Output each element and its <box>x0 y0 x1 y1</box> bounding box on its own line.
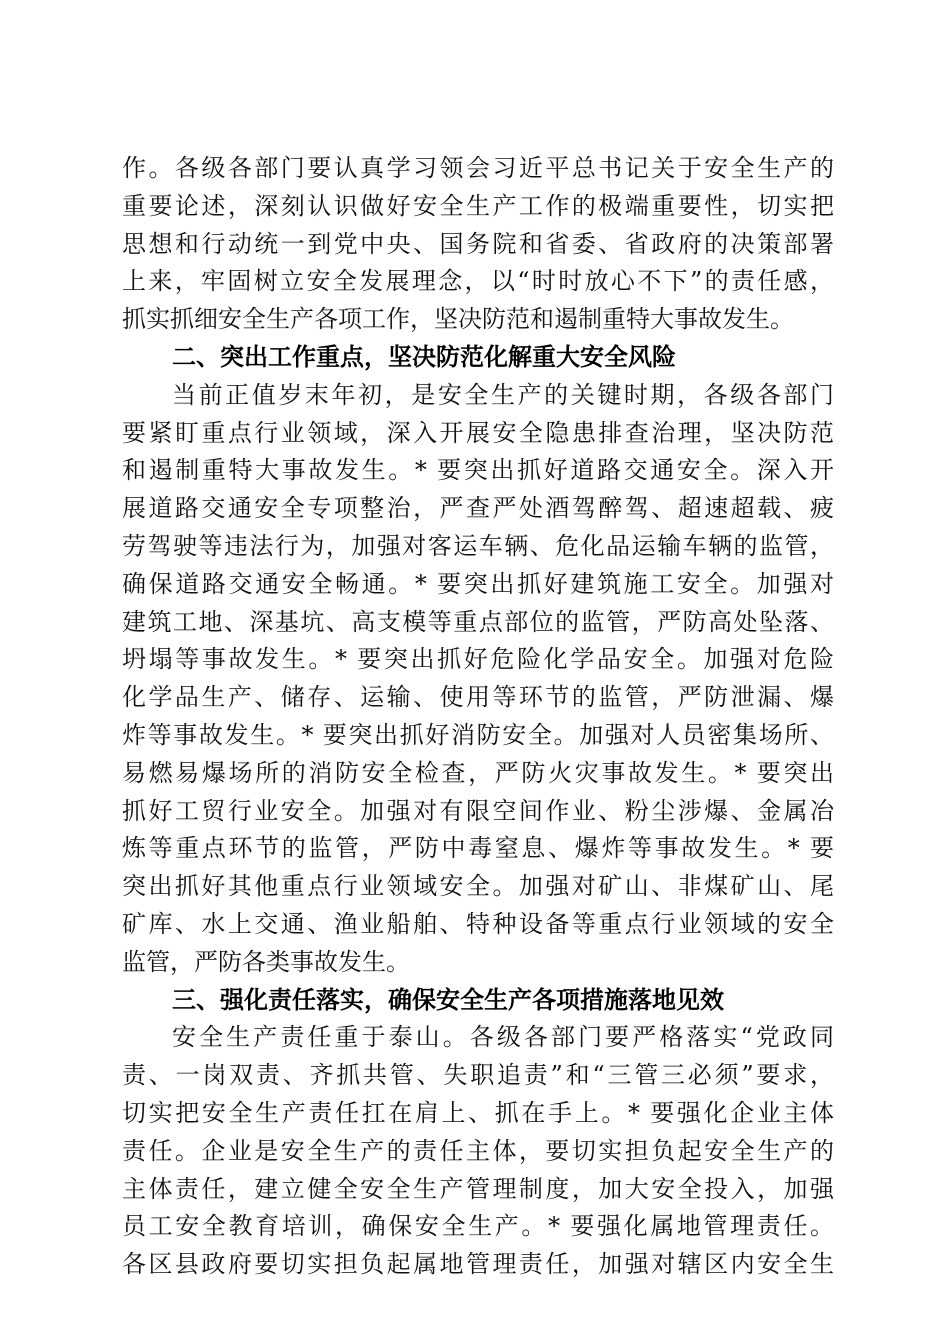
text-line: 作。各级各部门要认真学习领会习近平总书记关于安全生产的 <box>122 154 834 182</box>
text-line: 和遏制重特大事故发生。* 要突出抓好道路交通安全。深入开 <box>122 456 834 485</box>
paragraph-1 <box>122 150 834 339</box>
section-heading-3: 三、强化责任落实，确保安全生产各项措施落地见效 <box>172 985 724 1014</box>
text-line: 切实把安全生产责任扛在肩上、抓在手上。* 要强化企业主体 <box>122 1098 834 1127</box>
text-line: 员工安全教育培训，确保安全生产。* 要强化属地管理责任。 <box>122 1212 834 1241</box>
text-line: 坍塌等事故发生。* 要突出抓好危险化学品安全。加强对危险 <box>122 645 834 674</box>
text-line: 劳驾驶等违法行为，加强对客运车辆、危化品运输车辆的监管， <box>122 531 834 560</box>
text-line: 突出抓好其他重点行业领域安全。加强对矿山、非煤矿山、尾 <box>122 872 834 901</box>
text-line: 监管，严防各类事故发生。 <box>122 947 410 976</box>
document-body <box>122 150 834 1284</box>
text-line: 各区县政府要切实担负起属地管理责任，加强对辖区内安全生 <box>122 1250 834 1279</box>
text-line: 易燃易爆场所的消防安全检查，严防火灾事故发生。* 要突出 <box>122 758 834 787</box>
text-line: 安全生产责任重于泰山。各级各部门要严格落实“党政同 <box>172 1023 834 1052</box>
text-line: 确保道路交通安全畅通。* 要突出抓好建筑施工安全。加强对 <box>122 569 834 598</box>
text-line: 当前正值岁末年初，是安全生产的关键时期，各级各部门 <box>172 380 834 409</box>
text-line: 责任。企业是安全生产的责任主体，要切实担负起安全生产的 <box>122 1136 834 1165</box>
text-line: 炸等事故发生。* 要突出抓好消防安全。加强对人员密集场所、 <box>122 720 834 749</box>
text-line: 思想和行动统一到党中央、国务院和省委、省政府的决策部署 <box>122 229 834 258</box>
text-line: 重要论述，深刻认识做好安全生产工作的极端重要性，切实把 <box>122 191 834 220</box>
text-line: 炼等重点环节的监管，严防中毒窒息、爆炸等事故发生。* 要 <box>122 834 834 863</box>
section-heading-2: 二、突出工作重点，坚决防范化解重大安全风险 <box>172 342 676 371</box>
text-line: 展道路交通安全专项整治，严查严处酒驾醉驾、超速超载、疲 <box>122 494 834 523</box>
text-line: 责、一岗双责、齐抓共管、失职追责”和“三管三必须”要求， <box>122 1061 834 1090</box>
text-line: 要紧盯重点行业领域，深入开展安全隐患排查治理，坚决防范 <box>122 418 834 447</box>
text-line: 建筑工地、深基坑、高支模等重点部位的监管，严防高处坠落、 <box>122 607 834 636</box>
text-line: 上来，牢固树立安全发展理念，以“时时放心不下”的责任感， <box>122 267 834 296</box>
text-line: 化学品生产、储存、运输、使用等环节的监管，严防泄漏、爆 <box>122 683 834 712</box>
text-line: 抓好工贸行业安全。加强对有限空间作业、粉尘涉爆、金属冶 <box>122 796 834 825</box>
text-line: 主体责任，建立健全安全生产管理制度，加大安全投入，加强 <box>122 1174 834 1203</box>
text-line: 矿库、水上交通、渔业船舶、特种设备等重点行业领域的安全 <box>122 909 834 938</box>
paragraph-3 <box>122 1019 834 1284</box>
paragraph-2 <box>122 377 834 982</box>
text-line: 抓实抓细安全生产各项工作，坚决防范和遏制重特大事故发生。 <box>122 305 794 334</box>
